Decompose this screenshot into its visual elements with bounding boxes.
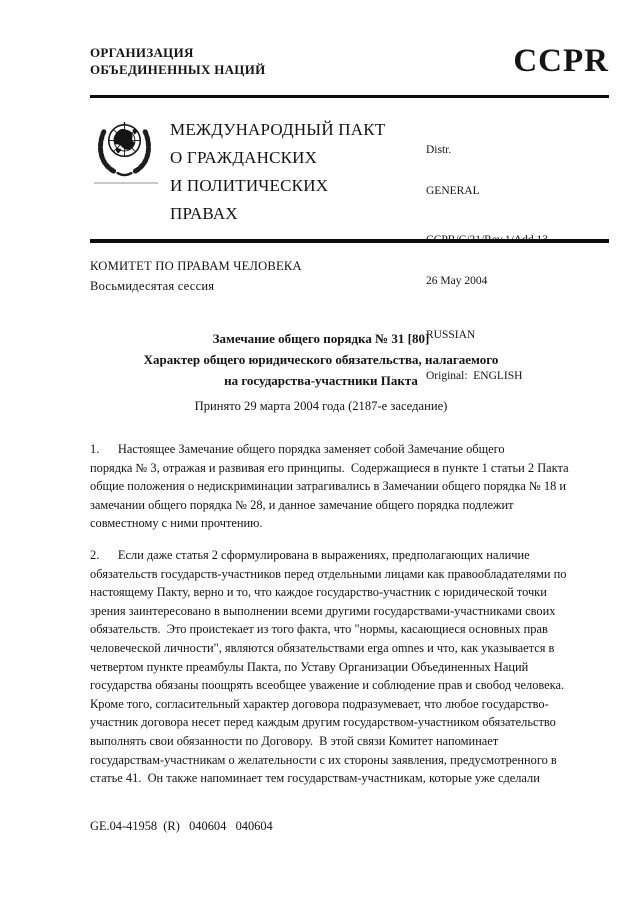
general-comment-title: [90, 328, 552, 391]
doc-footer-reference: GE.04-41958 (R) 040604 040604: [90, 819, 273, 833]
para2-line: участник договора несет перед каждым другим государством-участником обязательство: [90, 715, 556, 730]
para2-line: 2. Если даже статья 2 сформулирована в выражениях, предполагающих наличие: [90, 548, 530, 562]
para1-line: совместному с ними прочтению.: [90, 516, 263, 531]
covenant-title-line: МЕЖДУНАРОДНЫЙ ПАКТ: [170, 120, 386, 139]
distr-value: GENERAL: [426, 184, 480, 197]
para2-line: государствам-участникам о желательности с их стороны заявления, предусмотренного в: [90, 752, 557, 767]
para2-line: человеческой личности", являются обязательствами erga omnes и что, как указывается в: [90, 640, 555, 655]
para2-line: Кроме того, согласительный характер договора подразумевает, что любое государство-: [90, 696, 549, 711]
committee-session: Восьмидесятая сессия: [90, 278, 215, 293]
doc-series-symbol: CCPR: [513, 43, 609, 79]
doc-original-language: Original: ENGLISH: [426, 369, 523, 382]
covenant-title-line: ПРАВАХ: [170, 204, 238, 223]
title-line: на государства-участники Пакта: [224, 373, 418, 388]
doc-language: RUSSIAN: [426, 329, 476, 341]
para2-line: обязательств государств-участников перед отдельными лицами как правообладателями по: [90, 566, 567, 581]
para1-line: порядка № 3, отражая и развивая его принципы. Содержащиеся в пункте 1 статьи 2 Пакта: [90, 460, 569, 475]
title-line: Замечание общего порядка № 31 [80]: [212, 331, 430, 346]
distr-label: Distr.: [426, 144, 452, 156]
header-divider: [90, 95, 609, 98]
para2-line: обязательств. Это проистекает из того факта, что "нормы, касающиеся основных прав: [90, 622, 548, 637]
para2-line: статье 41. Он также напоминает тем государствам-участникам, которые уже сделали: [90, 771, 540, 786]
para1-line: замечании общего порядка № 28, и данное замечание общего порядка подлежит: [90, 497, 514, 512]
adoption-line: Принято 29 марта 2004 года (2187-е заседание): [194, 399, 448, 413]
org-name-line1: ОРГАНИЗАЦИЯ: [90, 45, 194, 60]
committee-block: [90, 257, 302, 296]
para1-line: 1. Настоящее Замечание общего порядка заменяет собой Замечание общего: [90, 442, 505, 456]
para2-line: выполнять свои обязанности по Договору. В этой связи Комитет напоминает: [90, 733, 499, 748]
para2-line: четвертом пункте преамбулы Пакта, по Уставу Организации Объединенных Наций: [90, 659, 529, 674]
covenant-title: [170, 116, 385, 228]
paragraph-2: [90, 546, 566, 788]
un-emblem-icon: [93, 113, 156, 180]
emblem-scan-strip: [94, 182, 158, 184]
covenant-title-line: И ПОЛИТИЧЕСКИХ: [170, 176, 329, 195]
org-name: [90, 44, 266, 78]
org-name-line2: ОБЪЕДИНЕННЫХ НАЦИЙ: [90, 62, 266, 77]
committee-name: КОМИТЕТ ПО ПРАВАМ ЧЕЛОВЕКА: [90, 259, 302, 273]
covenant-title-line: О ГРАЖДАНСКИХ: [170, 148, 318, 167]
paragraph-1: [90, 440, 569, 533]
para1-line: общие положения о недискриминации затрагивались в Замечании общего порядка № 18 и: [90, 479, 567, 494]
masthead-divider: [90, 239, 609, 243]
para2-line: государства обязаны поощрять всеобщее уважение и соблюдение прав и свобод человека.: [90, 678, 565, 693]
doc-date: 26 May 2004: [426, 274, 488, 287]
para2-line: настоящему Пакту, верно и то, что каждое государство-участник с юридической точки: [90, 585, 547, 600]
para2-line: зрения заинтересовано в выполнении всеми другими государствами-участниками своих: [90, 603, 556, 618]
title-line: Характер общего юридического обязательства, налагаемого: [143, 352, 499, 367]
